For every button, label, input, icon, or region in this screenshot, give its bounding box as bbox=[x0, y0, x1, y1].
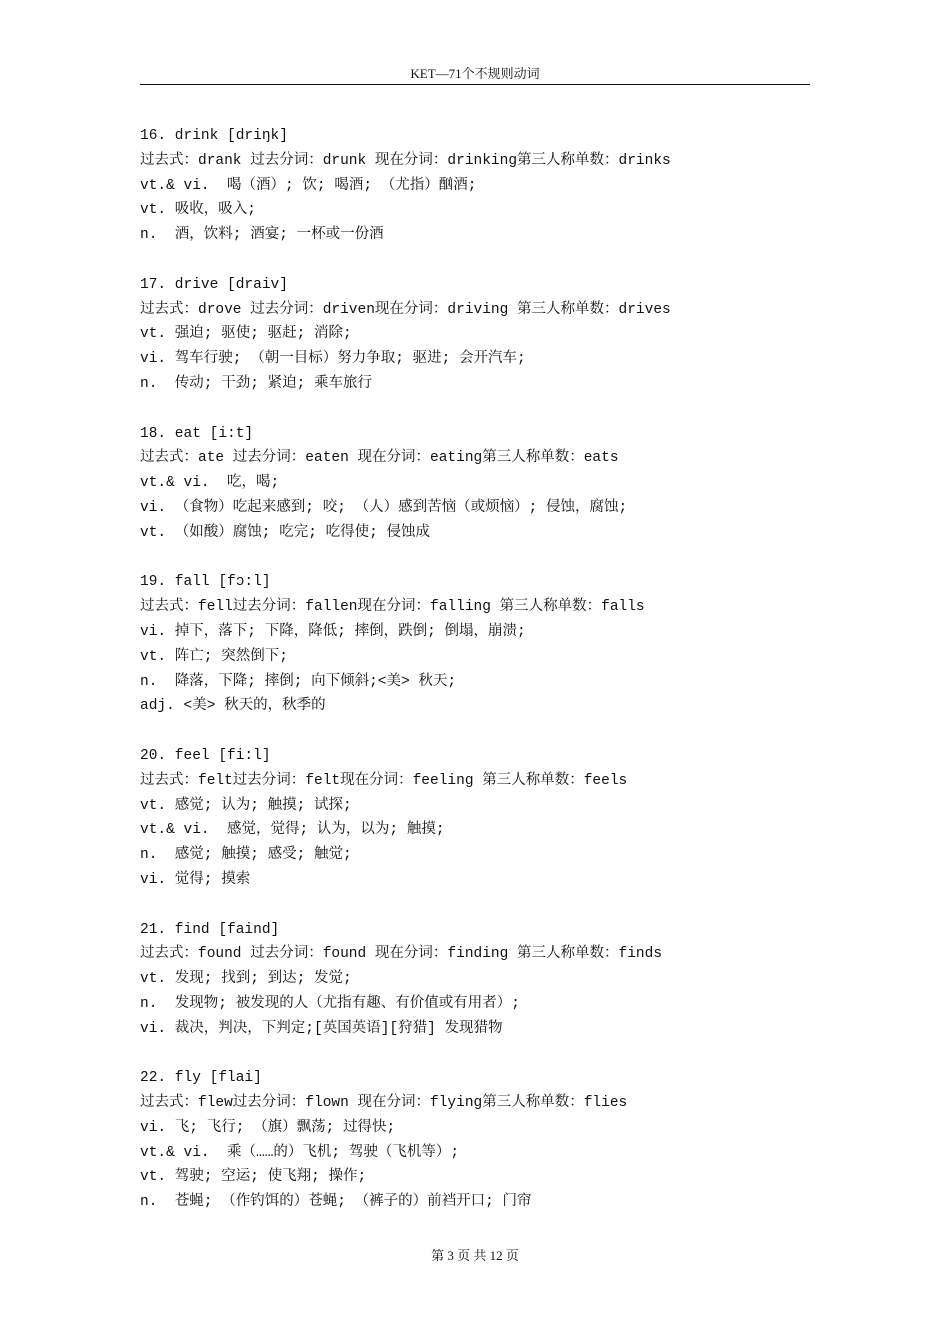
entry-definition: vi. 掉下，落下; 下降，降低; 摔倒，跌倒; 倒塌，崩溃; bbox=[140, 623, 526, 640]
entry-definition: n. 发现物; 被发现的人（尤指有趣、有价值或有用者）; bbox=[140, 995, 520, 1012]
verb-entry bbox=[140, 570, 820, 719]
entry-forms: 过去式：found 过去分词：found 现在分词：finding 第三人称单数：finds bbox=[140, 946, 663, 963]
page-header bbox=[140, 66, 810, 85]
verb-entry bbox=[140, 1066, 820, 1215]
entry-definition: vt.& vi. 吃，喝; bbox=[140, 475, 280, 492]
entry-heading: 21. find [faind] bbox=[140, 921, 280, 938]
entry-heading: 22. fly [flai] bbox=[140, 1070, 262, 1087]
entry-definition: n. 感觉; 触摸; 感受; 触觉; bbox=[140, 847, 352, 864]
entry-definition: adj. <美> 秋天的，秋季的 bbox=[140, 698, 326, 715]
entry-definition: vt. 驾驶; 空运; 使飞翔; 操作; bbox=[140, 1169, 367, 1186]
entry-forms: 过去式：fell过去分词：fallen现在分词：falling 第三人称单数：falls bbox=[140, 599, 645, 616]
entry-definition: vt. 感觉; 认为; 触摸; 试探; bbox=[140, 797, 352, 814]
entry-definition: vt. 发现; 找到; 到达; 发觉; bbox=[140, 971, 352, 988]
page-footer bbox=[0, 1247, 950, 1265]
entry-heading: 17. drive [draiv] bbox=[140, 276, 288, 293]
entry-definition: vt. （如酸）腐蚀; 吃完; 吃得使; 侵蚀成 bbox=[140, 524, 431, 541]
header-title: KET—71个不规则动词 bbox=[410, 66, 540, 81]
entry-forms: 过去式：ate 过去分词：eaten 现在分词：eating第三人称单数：eats bbox=[140, 450, 619, 467]
document-body bbox=[140, 124, 820, 1240]
entry-definition: vt.& vi. 喝（酒）; 饮; 喝酒; （尤指）酗酒; bbox=[140, 177, 477, 194]
entry-definition: n. 苍蝇; （作钓饵的）苍蝇; （裤子的）前裆开口; 门帘 bbox=[140, 1194, 532, 1211]
verb-entry bbox=[140, 124, 820, 248]
entry-heading: 19. fall [fɔ:l] bbox=[140, 574, 271, 591]
verb-entry bbox=[140, 422, 820, 546]
entry-definition: vi. 驾车行驶; （朝一目标）努力争取; 驱进; 会开汽车; bbox=[140, 351, 526, 368]
entry-definition: vi. 飞; 飞行; （旗）飘荡; 过得快; bbox=[140, 1119, 396, 1136]
page-number: 第 3 页 共 12 页 bbox=[431, 1248, 519, 1263]
verb-entry bbox=[140, 273, 820, 397]
entry-definition: vt. 阵亡; 突然倒下; bbox=[140, 648, 288, 665]
entry-definition: n. 降落，下降; 摔倒; 向下倾斜;<美> 秋天; bbox=[140, 673, 457, 690]
entry-definition: n. 传动; 干劲; 紧迫; 乘车旅行 bbox=[140, 375, 373, 392]
entry-forms: 过去式：felt过去分词：felt现在分词：feeling 第三人称单数：feels bbox=[140, 772, 628, 789]
entry-definition: vi. （食物）吃起来感到; 咬; （人）感到苦恼（或烦恼）; 侵蚀，腐蚀; bbox=[140, 499, 628, 516]
entry-definition: vi. 觉得; 摸索 bbox=[140, 871, 251, 888]
entry-heading: 18. eat [i:t] bbox=[140, 425, 254, 442]
verb-entry bbox=[140, 744, 820, 893]
entry-definition: vi. 裁决，判决，下判定;[英国英语][狩猎] 发现猎物 bbox=[140, 1020, 503, 1037]
entry-heading: 16. drink [driŋk] bbox=[140, 128, 288, 144]
entry-definition: n. 酒，饮料; 酒宴; 一杯或一份酒 bbox=[140, 227, 384, 244]
entry-forms: 过去式：drank 过去分词：drunk 现在分词：drinking第三人称单数：drinks bbox=[140, 152, 671, 169]
entry-definition: vt. 强迫; 驱使; 驱赶; 消除; bbox=[140, 326, 352, 343]
entry-definition: vt.& vi. 感觉，觉得; 认为，以为; 触摸; bbox=[140, 822, 445, 839]
entry-definition: vt.& vi. 乘（……的）飞机; 驾驶（飞机等）; bbox=[140, 1144, 460, 1161]
entry-forms: 过去式：drove 过去分词：driven现在分词：driving 第三人称单数：drives bbox=[140, 301, 671, 318]
entry-forms: 过去式：flew过去分词：flown 现在分词：flying第三人称单数：flies bbox=[140, 1095, 628, 1112]
verb-entry bbox=[140, 918, 820, 1042]
entry-heading: 20. feel [fi:l] bbox=[140, 747, 271, 764]
entry-definition: vt. 吸收，吸入; bbox=[140, 202, 257, 219]
